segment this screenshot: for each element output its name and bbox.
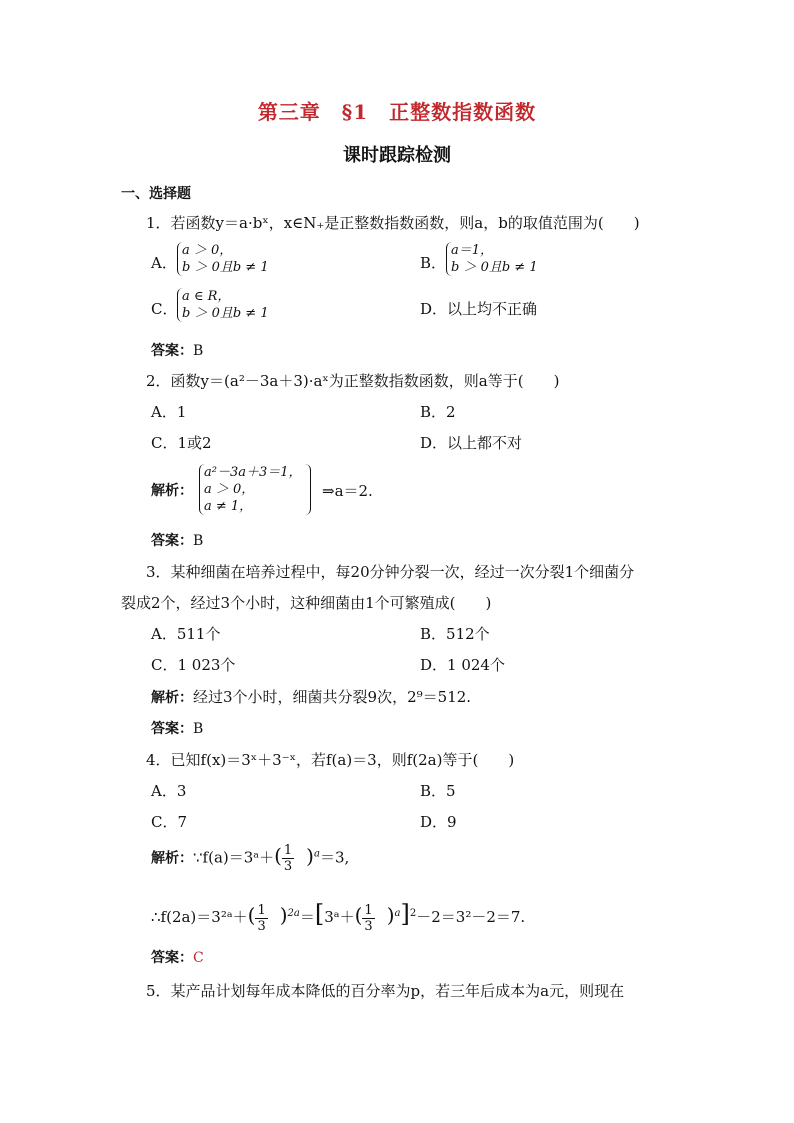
- q1-option-b-line1: a＝1，: [451, 243, 494, 258]
- q1-option-d: D．以上均不正确: [420, 300, 538, 318]
- q2-explanation-line3: a ≠ 1，: [204, 499, 253, 514]
- q4-explanation-l1-part2: ＝3,: [319, 848, 350, 867]
- q1-option-c: [177, 288, 269, 322]
- q4-stem: 4．已知f(x)＝3ˣ＋3⁻ˣ，若f(a)＝3，则f(2a)等于( ): [146, 751, 515, 769]
- q4-exponent-square: 2: [409, 908, 417, 919]
- q3-answer-label: 答案：: [151, 721, 193, 737]
- q3-explanation: [151, 686, 471, 707]
- q1-option-c-label: C．: [151, 300, 178, 318]
- q4-answer: [151, 947, 204, 967]
- q1-answer: [151, 340, 203, 360]
- q4-explanation-l2-part4: －2＝3²－2＝7.: [416, 908, 526, 926]
- q1-answer-value: B: [193, 343, 204, 359]
- q3-answer-value: B: [193, 721, 204, 737]
- q4-explanation-line1: 解析：∵f(a)＝3ᵃ＋( $\frac{1}{3}$ )$^a$＝3,: [151, 843, 350, 874]
- q4-option-b: B．5: [420, 782, 456, 800]
- q4-exponent-a-2: a: [394, 908, 401, 919]
- q3-stem-line1: 3．某种细菌在培养过程中，每20分钟分裂一次，经过一次分裂1个细菌分: [146, 563, 635, 581]
- q1-option-c-line1: a ∈ R，: [182, 289, 231, 304]
- q3-option-b: B．512个: [420, 625, 490, 643]
- q2-option-a: A．1: [151, 403, 187, 421]
- q4-explanation-l2-part3: 3ᵃ＋: [324, 908, 355, 926]
- q4-option-a: A．3: [151, 782, 187, 800]
- q4-exponent-2a: 2a: [287, 908, 300, 919]
- q4-fraction-3: $\frac{1}{3}$: [364, 902, 373, 934]
- q4-explanation-l1-part1: ∵f(a)＝3ᵃ＋: [193, 848, 275, 867]
- q2-stem: 2．函数y＝(a²－3a＋3)·aˣ为正整数指数函数，则a等于( ): [146, 372, 560, 390]
- q2-explanation-line2: a ＞ 0，: [204, 482, 255, 497]
- q4-explanation-line2: ∴f(2a)＝3²ᵃ＋( $\frac{1}{3}$ )$^{2a}$＝[3ᵃ＋( $\frac{1}{3}$ )$^a$]$^2$－2＝3²－2＝7.: [151, 900, 526, 934]
- q2-explanation-line1: a²－3a＋3＝1，: [204, 465, 302, 480]
- page-subtitle: 课时跟踪检测: [343, 145, 451, 166]
- q2-option-c: C．1或2: [151, 434, 212, 452]
- q4-exponent-a: a: [313, 848, 320, 860]
- q2-explanation-label: 解析：: [151, 483, 193, 499]
- q1-option-c-line2: b ＞ 0且b ≠ 1: [182, 306, 269, 321]
- q2-explanation-result: ⇒a＝2.: [322, 482, 373, 500]
- q4-explanation-label: 解析：: [151, 850, 193, 867]
- q1-option-a-label: A．: [151, 254, 177, 272]
- q4-explanation-l2-part1: ∴f(2a)＝3²ᵃ＋: [151, 908, 248, 926]
- q2-answer: [151, 530, 203, 550]
- q3-stem-line2: 裂成2个，经过3个小时，这种细菌由1个可繁殖成( ): [121, 594, 492, 612]
- q3-answer: [151, 718, 203, 738]
- q4-explanation-l2-part2: ＝: [299, 908, 315, 926]
- page-title: 第三章 §1 正整数指数函数: [257, 100, 537, 124]
- q3-option-c: C．1 023个: [151, 656, 236, 674]
- q3-explanation-text: 经过3个小时，细菌共分裂9次，2⁹＝512.: [193, 688, 472, 706]
- q4-option-d: D．9: [420, 813, 457, 831]
- q2-answer-label: 答案：: [151, 533, 193, 549]
- q2-option-d: D．以上都不对: [420, 434, 523, 452]
- section-heading: 一、选择题: [121, 186, 191, 202]
- q4-answer-label: 答案：: [151, 950, 193, 966]
- q3-option-a: A．511个: [151, 625, 221, 643]
- q4-option-c: C．7: [151, 813, 188, 831]
- q3-option-d: D．1 024个: [420, 656, 505, 674]
- q4-fraction-1: $\frac{1}{3}$: [283, 843, 293, 874]
- q1-option-a-line1: a ＞ 0，: [182, 243, 233, 258]
- q1-option-b-line2: b ＞ 0且b ≠ 1: [451, 260, 538, 275]
- q1-answer-label: 答案：: [151, 343, 193, 359]
- q2-answer-value: B: [193, 533, 204, 549]
- q5-stem: 5．某产品计划每年成本降低的百分率为p，若三年后成本为a元，则现在: [146, 982, 625, 1000]
- q1-option-a: [177, 242, 269, 276]
- q1-stem: 1．若函数y＝a·bˣ，x∈N₊是正整数指数函数，则a，b的取值范围为( ): [146, 214, 640, 232]
- q1-option-a-line2: b ＞ 0且b ≠ 1: [182, 260, 269, 275]
- q1-option-b-label: B．: [420, 254, 447, 272]
- q2-option-b: B．2: [420, 403, 456, 421]
- q4-answer-value: C: [193, 950, 204, 966]
- q2-explanation-system: [199, 464, 311, 515]
- q1-option-b: [446, 242, 538, 276]
- q3-explanation-label: 解析：: [151, 690, 193, 706]
- q4-fraction-2: $\frac{1}{3}$: [257, 902, 266, 934]
